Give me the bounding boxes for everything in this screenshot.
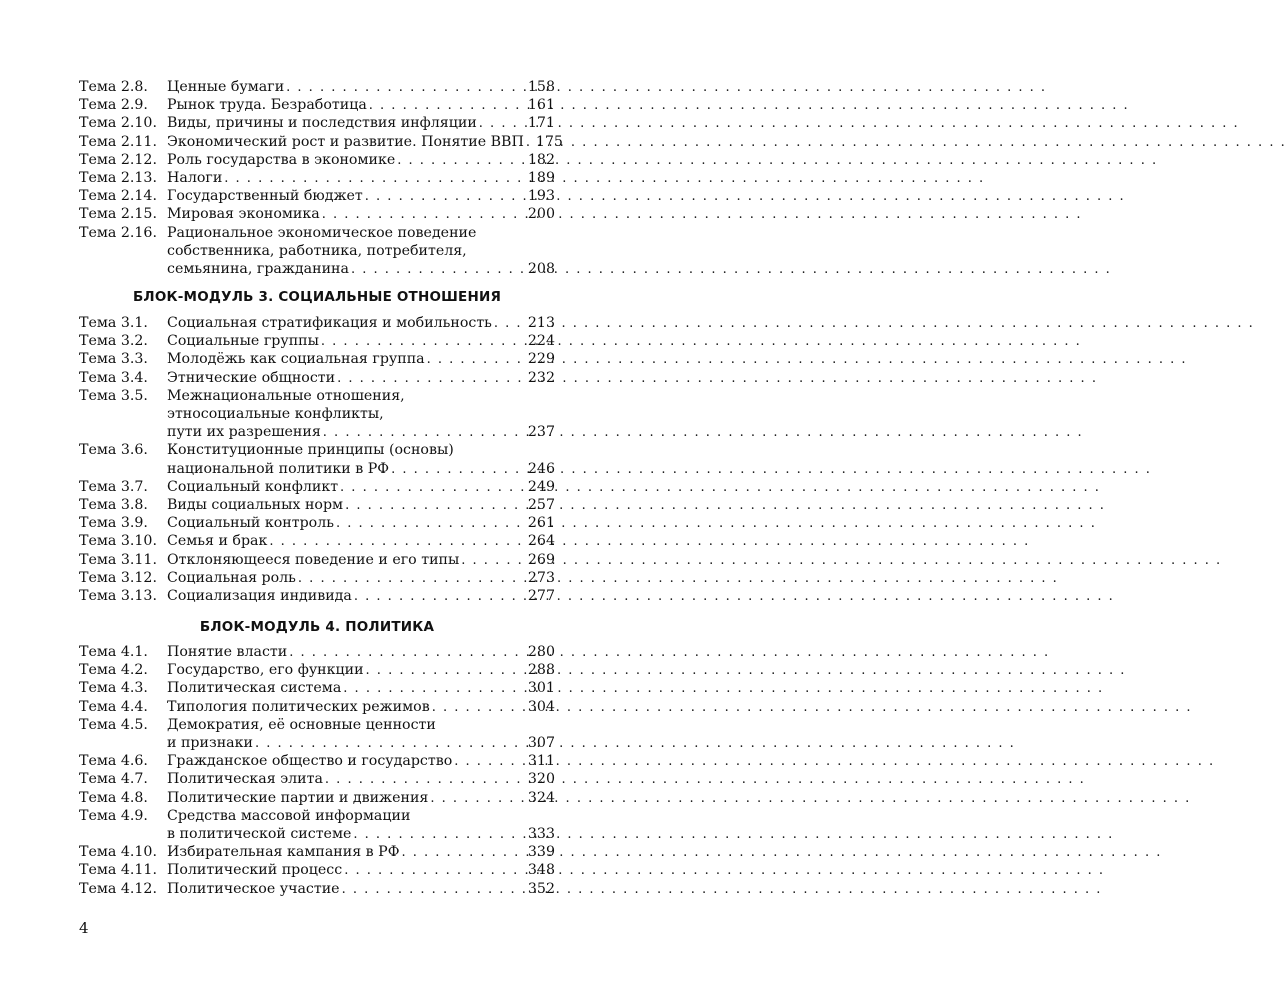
topic-number: Тема 3.2. [79, 333, 148, 350]
page-number: 4 [79, 919, 89, 937]
dot-leader [343, 680, 524, 698]
table-of-contents [79, 78, 563, 898]
topic-number: Тема 3.5. [79, 387, 148, 404]
dot-leader [289, 644, 524, 662]
toc-line [79, 514, 555, 532]
dot-leader [430, 790, 524, 808]
toc-entry [79, 643, 555, 661]
topic-number: Тема 4.6. [79, 753, 148, 770]
section-heading-block-4: БЛОК-МОДУЛЬ 4. ПОЛИТИКА [199, 619, 435, 636]
topic-number: Тема 4.5. [79, 716, 148, 733]
topic-title: Межнациональные отношения, [167, 387, 405, 404]
toc-entry [79, 861, 555, 879]
page-reference: 257 [527, 496, 555, 513]
topic-number: Тема 3.1. [79, 315, 148, 332]
toc-line [79, 478, 555, 496]
dot-leader [365, 188, 524, 206]
dot-leader [298, 570, 524, 588]
toc-entry [79, 350, 555, 368]
topic-number: Тема 3.12. [79, 569, 157, 586]
toc-entry [79, 551, 555, 569]
topic-title: Виды социальных норм [167, 496, 344, 513]
toc-entry [79, 314, 555, 332]
page-reference: 175 [535, 133, 563, 150]
toc-entry [79, 807, 555, 843]
topic-title: в политической системе [167, 825, 352, 842]
dot-leader [337, 370, 524, 388]
page-reference: 264 [527, 533, 555, 550]
topic-title: Ценные бумаги [167, 79, 285, 95]
dot-leader [255, 735, 524, 753]
toc-line [79, 496, 555, 514]
topic-title: Государство, его функции [167, 662, 364, 679]
dot-leader [286, 79, 524, 97]
toc-line [79, 441, 555, 459]
page-reference: 339 [527, 844, 555, 861]
page-reference: 224 [527, 333, 555, 350]
toc-line [79, 679, 555, 697]
toc-line [79, 405, 555, 423]
topic-number: Тема 4.11. [79, 862, 157, 879]
page-reference: 171 [527, 115, 555, 132]
toc-entry [79, 133, 563, 151]
page-reference: 320 [527, 771, 555, 788]
topic-title: Социализация индивида [167, 587, 352, 604]
topic-number: Тема 4.7. [79, 771, 148, 788]
dot-leader [427, 351, 524, 369]
toc-line [79, 789, 555, 807]
toc-entry [79, 369, 555, 387]
toc-entry [79, 96, 555, 114]
toc-line [79, 532, 555, 550]
topic-title: Социальные группы [167, 333, 319, 350]
dot-leader [323, 424, 524, 442]
topic-title: Государственный бюджет [167, 188, 363, 205]
page-reference: 352 [527, 880, 555, 897]
toc-entry [79, 532, 555, 550]
page-reference: 311 [527, 753, 555, 770]
topic-title: семьянина, гражданина [167, 260, 349, 277]
toc-line [79, 460, 555, 478]
toc-line [79, 169, 555, 187]
toc-entry [79, 752, 555, 770]
topic-title: Политические партии и движения [167, 789, 429, 806]
toc-entry [79, 716, 555, 752]
page-reference: 324 [527, 789, 555, 806]
toc-entry [79, 387, 555, 442]
page-reference: 200 [527, 206, 555, 223]
toc-entry [79, 514, 555, 532]
dot-leader [479, 115, 524, 133]
topic-title: Типология политических режимов [167, 698, 430, 715]
toc-line [79, 224, 555, 242]
topic-number: Тема 3.8. [79, 496, 148, 513]
toc-line [79, 770, 555, 788]
toc-line [79, 661, 555, 679]
dot-leader [401, 844, 523, 862]
toc-line [79, 825, 555, 843]
topic-number: Тема 2.13. [79, 169, 157, 186]
toc-entry [79, 478, 555, 496]
toc-entry [79, 441, 555, 477]
toc-line [79, 698, 555, 716]
toc-line [79, 133, 563, 151]
topic-number: Тема 3.9. [79, 515, 148, 532]
dot-leader [461, 552, 524, 570]
topic-number: Тема 2.16. [79, 224, 157, 241]
toc-line [79, 880, 555, 898]
toc-entry [79, 78, 555, 96]
topic-title: Демократия, её основные ценности [167, 716, 436, 733]
toc-entry [79, 770, 555, 788]
topic-number: Тема 3.3. [79, 351, 148, 368]
toc-entry [79, 661, 555, 679]
toc-line [79, 242, 555, 260]
topic-title: Экономический рост и развитие. Понятие ВВП [167, 133, 524, 150]
topic-title: Гражданское общество и государство [167, 753, 453, 770]
topic-title: Средства массовой информации [167, 807, 411, 824]
page-reference: 182 [527, 151, 555, 168]
page-reference: 348 [527, 862, 555, 879]
toc-block-4 [79, 643, 555, 898]
topic-number: Тема 4.9. [79, 807, 148, 824]
topic-title: Налоги [167, 169, 223, 186]
topic-title: национальной политики в РФ [167, 460, 390, 477]
dot-leader [269, 533, 524, 551]
topic-title: Отклоняющееся поведение и его типы [167, 551, 460, 568]
page-reference: 280 [527, 644, 555, 661]
page-reference: 261 [527, 515, 555, 532]
toc-line [79, 369, 555, 387]
toc-line [79, 734, 555, 752]
topic-title: Рынок труда. Безработица [167, 97, 367, 114]
topic-number: Тема 3.10. [79, 533, 157, 550]
page-reference: 161 [527, 97, 555, 114]
topic-number: Тема 4.3. [79, 680, 148, 697]
topic-title: Политическая элита [167, 771, 323, 788]
toc-line [79, 350, 555, 368]
topic-title: Семья и брак [167, 533, 268, 550]
topic-number: Тема 2.14. [79, 188, 157, 205]
toc-line [79, 96, 555, 114]
toc-entry [79, 587, 555, 605]
toc-line [79, 843, 555, 861]
page-reference: 193 [527, 188, 555, 205]
topic-number: Тема 4.1. [79, 644, 148, 661]
topic-title: Социальный контроль [167, 515, 334, 532]
topic-title: Политическое участие [167, 880, 340, 897]
topic-title: Этнические общности [167, 369, 336, 386]
topic-title: Рациональное экономическое поведение [167, 224, 477, 241]
dot-leader [342, 881, 524, 899]
dot-leader [351, 261, 524, 279]
page-reference: 304 [527, 698, 555, 715]
toc-entry [79, 187, 555, 205]
page-reference: 189 [527, 169, 555, 186]
page-reference: 229 [527, 351, 555, 368]
page-reference: 213 [527, 315, 555, 332]
topic-title: Конституционные принципы (основы) [167, 442, 454, 459]
toc-line [79, 205, 555, 223]
topic-title: собственника, работника, потребителя, [167, 242, 467, 259]
toc-entry [79, 880, 555, 898]
topic-title: Мировая экономика [167, 206, 320, 223]
page-reference: 208 [527, 260, 555, 277]
toc-line [79, 587, 555, 605]
toc-entry [79, 698, 555, 716]
topic-number: Тема 3.13. [79, 587, 157, 604]
topic-title: Избирательная кампания в РФ [167, 844, 400, 861]
dot-leader [340, 479, 524, 497]
topic-number: Тема 2.12. [79, 151, 157, 168]
dot-leader [224, 170, 524, 188]
topic-number: Тема 3.11. [79, 551, 157, 568]
toc-line [79, 114, 555, 132]
page-reference: 273 [527, 569, 555, 586]
topic-number: Тема 2.11. [79, 133, 157, 150]
dot-leader [354, 588, 524, 606]
topic-number: Тема 3.6. [79, 442, 148, 459]
toc-line [79, 151, 555, 169]
toc-entry [79, 151, 555, 169]
topic-number: Тема 4.4. [79, 698, 148, 715]
page-reference: 232 [527, 369, 555, 386]
dot-leader [366, 662, 524, 680]
dot-leader [391, 461, 524, 479]
page-reference: 246 [527, 460, 555, 477]
toc-entry [79, 169, 555, 187]
topic-title: Виды, причины и последствия инфляции [167, 115, 477, 132]
toc-line [79, 387, 555, 405]
topic-title: Политическая система [167, 680, 342, 697]
toc-entry-list [79, 78, 563, 278]
dot-leader [454, 753, 524, 771]
topic-title: и признаки [167, 735, 253, 751]
toc-entry [79, 843, 555, 861]
topic-title: Молодёжь как социальная группа [167, 351, 425, 368]
topic-number: Тема 4.10. [79, 844, 157, 861]
topic-title: Политический процесс [167, 862, 343, 879]
topic-title: Роль государства в экономике [167, 151, 396, 168]
toc-entry [79, 332, 555, 350]
page-reference: 333 [527, 825, 555, 842]
dot-leader [353, 826, 524, 844]
topic-number: Тема 3.4. [79, 369, 148, 386]
dot-leader [397, 152, 524, 170]
dot-leader [322, 206, 524, 224]
page-reference: 237 [527, 424, 555, 441]
toc-line [79, 78, 555, 96]
toc-line [79, 643, 555, 661]
page-reference: 301 [527, 680, 555, 697]
dot-leader [325, 771, 524, 789]
dot-leader [494, 315, 524, 333]
toc-line [79, 423, 555, 441]
dot-leader [432, 699, 524, 717]
topic-title: Социальная роль [167, 569, 296, 586]
toc-block-2 [79, 78, 563, 278]
toc-entry [79, 789, 555, 807]
page-reference: 269 [527, 551, 555, 568]
topic-number: Тема 2.9. [79, 97, 148, 114]
dot-leader [336, 515, 524, 533]
topic-number: Тема 2.8. [79, 79, 148, 95]
toc-line [79, 861, 555, 879]
topic-title: Понятие власти [167, 644, 288, 661]
page-reference: 307 [527, 735, 555, 751]
toc-line [79, 187, 555, 205]
dot-leader [345, 497, 524, 515]
topic-title: Социальный конфликт [167, 478, 339, 495]
topic-number: Тема 4.8. [79, 789, 148, 806]
toc-line [79, 260, 555, 278]
toc-line [79, 752, 555, 770]
toc-block-3 [79, 314, 555, 605]
toc-line [79, 716, 555, 734]
toc-line [79, 551, 555, 569]
topic-number: Тема 2.15. [79, 206, 157, 223]
page-reference: 277 [527, 587, 555, 604]
topic-number: Тема 3.7. [79, 478, 148, 495]
topic-title: Социальная стратификация и мобильность [167, 315, 492, 332]
toc-line [79, 332, 555, 350]
page-reference: 158 [527, 79, 555, 95]
dot-leader [344, 862, 524, 880]
topic-number: Тема 2.10. [79, 115, 157, 132]
toc-entry [79, 569, 555, 587]
section-heading-block-3: БЛОК-МОДУЛЬ 3. СОЦИАЛЬНЫЕ ОТНОШЕНИЯ [132, 289, 502, 306]
topic-number: Тема 4.12. [79, 880, 157, 897]
toc-entry [79, 224, 555, 279]
dot-leader [321, 333, 524, 351]
topic-number: Тема 4.2. [79, 662, 148, 679]
dot-leader [369, 97, 524, 115]
toc-line [79, 807, 555, 825]
toc-line [79, 314, 555, 332]
toc-entry-list [79, 314, 555, 605]
toc-entry-list [79, 643, 555, 898]
toc-line [79, 569, 555, 587]
topic-title: пути их разрешения [167, 424, 321, 441]
toc-entry [79, 496, 555, 514]
page-reference: 249 [527, 478, 555, 495]
topic-title: этносоциальные конфликты, [167, 406, 384, 422]
toc-entry [79, 679, 555, 697]
page-reference: 288 [527, 662, 555, 679]
toc-entry [79, 205, 555, 223]
toc-entry [79, 114, 555, 132]
